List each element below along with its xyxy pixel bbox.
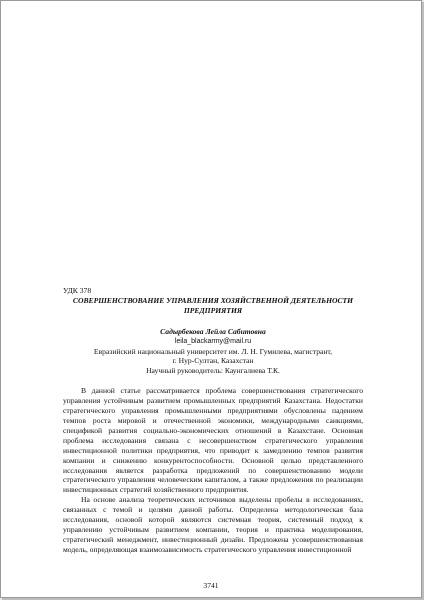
page-number: 3741: [203, 581, 219, 590]
udk-code: УДК 378: [63, 286, 92, 295]
article-content: [63, 286, 363, 555]
city: г. Нур-Султан, Казахстан: [172, 356, 254, 366]
affiliation: Евразийский национальный университет им. Л. Н. Гумилева, магистрант,: [93, 346, 333, 356]
body-paragraph: На основе анализа теоретических источников выделены пробелы в исследованиях, связанных с темой и целями данной работы. Определена методологическая база исследования, основой которой являются системная теория, системный подход к управлению устойчивым развитием компании, теория и практика моделирования, стратегический менеджмент, инвестиционный дизайн. Предложена усовершенствованная модель, определяющая взаимозависимость стратегического управления инвестиционной: [63, 495, 363, 554]
article-title: СОВЕРШЕНСТВОВАНИЕ УПРАВЛЕНИЯ ХОЗЯЙСТВЕННОЙ ДЕЯТЕЛЬНОСТИ ПРЕДПРИЯТИЯ: [72, 295, 354, 315]
author-email[interactable]: leila_blackarmy@mail.ru: [174, 337, 252, 345]
abstract-paragraph: В данной статье рассматривается проблема совершенствования стратегического управления устойчивым развитием промышленных предприятий Казахстана. Недостатки стратегического управления промышленными предприятиями обусловлены падением темпов роста мировой и отечественной экономики, международными санкциями, спецификой развития социально-экономических отношений в Казахстане. Основная проблема исследования связана с несовершенством стратегического управления инвестиционной политики предприятия, что приводит к замедлению темпов развития компании и снижению конкурентоспособности. Основной целью представленного исследования является разработка предложений по совершенствованию модели стратегического управления человеческим капиталом, а также предложения по реализации инвестиционных стратегий хозяйственного предприятия.: [63, 386, 363, 495]
author-name: Садырбекова Лейла Сабитовна: [160, 326, 266, 336]
supervisor: Научный руководитель: Каунгалиева Т.К.: [146, 366, 280, 376]
